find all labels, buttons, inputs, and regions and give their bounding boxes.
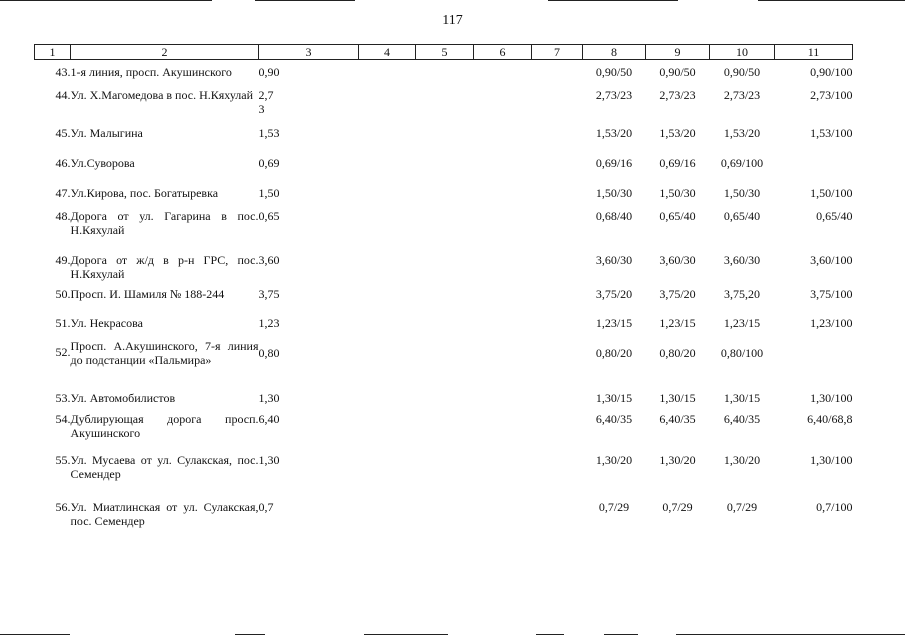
- column-header: 11: [775, 45, 853, 60]
- table-row: [35, 389, 853, 409]
- value-col-9: 0,69/16: [659, 155, 696, 170]
- value-col-10: 1,30/20: [723, 452, 761, 467]
- value-col-8: 1,50/30: [595, 185, 633, 200]
- value-col-9: 0,80/20: [659, 345, 696, 360]
- bottom-scan-rule-right: [604, 634, 638, 635]
- road-length: 0,90: [258, 65, 280, 79]
- road-name: Просп. И. Шамиля № 188-244: [70, 286, 225, 301]
- roads-table: [34, 44, 853, 533]
- road-length: 0,7: [258, 499, 274, 514]
- value-col-8: 0,69/16: [595, 155, 633, 170]
- table-row: [35, 247, 853, 285]
- value-col-10: 6,40/35: [723, 411, 761, 426]
- column-header: 8: [583, 45, 646, 60]
- value-col-10: 0,65/40: [723, 208, 761, 223]
- row-number: 44.: [55, 87, 71, 102]
- value-col-11: 1,30/100: [810, 452, 853, 467]
- value-col-11: 3,60/100: [810, 252, 853, 267]
- value-col-10: 1,30/15: [723, 390, 761, 405]
- row-number: 52.: [55, 344, 71, 359]
- road-name: Ул. Х.Магомедова в пос. Н.Кяхулай: [70, 87, 254, 102]
- table-row: [35, 337, 853, 389]
- road-name: Просп. А.Акушинского, 7-я линия до подстанции «Пальмира»: [70, 338, 259, 367]
- value-col-9: 0,65/40: [659, 208, 696, 223]
- top-scan-rule-middle: [255, 0, 355, 1]
- value-col-9: 2,73/23: [659, 87, 696, 102]
- column-header: 1: [35, 45, 71, 60]
- bottom-scan-rule-left-mid: [235, 634, 265, 635]
- value-col-9: 1,30/20: [659, 452, 696, 467]
- value-col-8: 0,68/40: [595, 208, 633, 223]
- road-length: 1,30: [258, 452, 280, 467]
- row-number: 49.: [55, 252, 71, 267]
- table-row: [35, 451, 853, 497]
- value-col-10: 0,80/100: [720, 345, 764, 360]
- road-length: 1,53: [258, 125, 280, 140]
- table-row: [35, 152, 853, 183]
- road-name: Ул. Миатлинская от ул. Сулакская, пос. Семендер: [70, 499, 259, 528]
- value-col-8: 1,30/20: [595, 452, 633, 467]
- road-length: 2,7 3: [258, 87, 274, 116]
- value-col-11: 1,23/100: [810, 315, 853, 330]
- column-header: 7: [532, 45, 583, 60]
- column-header: 9: [646, 45, 710, 60]
- row-number: 51.: [55, 315, 71, 330]
- value-col-9: 0,90/50: [659, 65, 696, 79]
- column-header: 3: [259, 45, 359, 60]
- value-col-8: 3,60/30: [595, 252, 633, 267]
- table-row: [35, 314, 853, 337]
- value-col-11: 1,50/100: [810, 185, 853, 200]
- row-number: 56.: [55, 499, 71, 514]
- row-number: 45.: [55, 125, 71, 140]
- road-name: 1-я линия, просп. Акушинского: [70, 65, 232, 79]
- road-length: 1,50: [258, 185, 280, 200]
- row-number: 54.: [55, 411, 71, 426]
- road-name: Ул. Мусаева от ул. Сулакская, пос. Семендер: [70, 452, 259, 481]
- value-col-9: 1,50/30: [659, 185, 696, 200]
- page-number: 117: [442, 13, 463, 28]
- value-col-8: 1,30/15: [595, 390, 633, 405]
- row-number: 50.: [55, 286, 71, 301]
- top-scan-rule-far-right: [758, 0, 905, 1]
- value-col-9: 3,60/30: [659, 252, 696, 267]
- value-col-8: 0,80/20: [595, 345, 633, 360]
- bottom-scan-rule-center: [364, 634, 448, 635]
- road-name: Дорога от ж/д в р-н ГРС, пос. Н.Кяхулай: [70, 252, 259, 281]
- value-col-10: 1,53/20: [723, 125, 761, 140]
- value-col-9: 1,53/20: [659, 125, 696, 140]
- value-col-10: 2,73/23: [723, 87, 761, 102]
- column-header: 5: [416, 45, 474, 60]
- column-header: 4: [359, 45, 416, 60]
- value-col-9: 1,23/15: [659, 315, 696, 330]
- row-number: 53.: [55, 390, 71, 405]
- value-col-8: 6,40/35: [595, 411, 633, 426]
- column-number-header-row: [35, 45, 853, 60]
- row-number: 43.: [55, 65, 71, 79]
- value-col-11: 0,7/100: [816, 499, 853, 514]
- bottom-scan-rule-left: [0, 634, 70, 635]
- road-length: 0,69: [258, 155, 280, 170]
- value-col-10: 0,90/50: [723, 65, 761, 79]
- value-col-10: 3,60/30: [723, 252, 761, 267]
- road-name: Ул.Кирова, пос. Богатыревка: [70, 185, 219, 200]
- value-col-8: 3,75/20: [595, 286, 633, 301]
- value-col-11: 2,73/100: [810, 87, 853, 102]
- road-length: 6,40: [258, 411, 280, 426]
- value-col-8: 0,90/50: [595, 65, 633, 79]
- top-scan-rule-left: [0, 0, 212, 1]
- road-length: 3,60: [258, 252, 280, 267]
- value-col-11: 1,53/100: [810, 125, 853, 140]
- column-header: 6: [474, 45, 532, 60]
- bottom-scan-rule-far-right: [676, 634, 905, 635]
- table-row: [35, 203, 853, 247]
- road-length: 0,65: [258, 208, 280, 223]
- value-col-11: [775, 152, 853, 183]
- table-row: [35, 82, 853, 122]
- row-number: 46.: [55, 155, 71, 170]
- road-name: Ул. Автомобилистов: [70, 390, 176, 405]
- table-row: [35, 183, 853, 203]
- road-length: 1,23: [258, 315, 280, 330]
- table-row: [35, 409, 853, 451]
- value-col-8: 1,53/20: [595, 125, 633, 140]
- row-number: 47.: [55, 185, 71, 200]
- road-name: Ул. Малыгина: [70, 125, 143, 140]
- value-col-10: 0,69/100: [720, 155, 764, 170]
- value-col-9: 1,30/15: [659, 390, 696, 405]
- value-col-11: [775, 337, 853, 389]
- column-header: 2: [71, 45, 259, 60]
- value-col-8: 0,7/29: [598, 499, 630, 514]
- value-col-11: 3,75/100: [810, 286, 853, 301]
- road-name: Ул.Суворова: [70, 155, 135, 170]
- value-col-9: 6,40/35: [659, 411, 696, 426]
- road-name: Дорога от ул. Гагарина в пос. Н.Кяхулай: [70, 208, 259, 237]
- value-col-8: 1,23/15: [595, 315, 633, 330]
- value-col-10: 1,23/15: [723, 315, 761, 330]
- value-col-11: 6,40/68,8: [807, 411, 853, 426]
- road-length: 1,30: [258, 390, 280, 405]
- value-col-10: 3,75,20: [724, 286, 760, 301]
- table-row: [35, 497, 853, 533]
- value-col-10: 1,50/30: [723, 185, 761, 200]
- bottom-scan-rule-center-right: [536, 634, 564, 635]
- column-header: 10: [710, 45, 775, 60]
- value-col-9: 3,75/20: [659, 286, 696, 301]
- road-length: 3,75: [258, 286, 280, 301]
- table-row: [35, 60, 853, 82]
- value-col-11: 0,90/100: [810, 65, 853, 79]
- value-col-11: 1,30/100: [810, 390, 853, 405]
- road-name: Ул. Некрасова: [70, 315, 143, 330]
- value-col-11: 0,65/40: [816, 208, 853, 223]
- row-number: 55.: [55, 452, 71, 467]
- value-col-8: 2,73/23: [595, 87, 633, 102]
- value-col-10: 0,7/29: [726, 499, 758, 514]
- top-scan-rule-right: [548, 0, 678, 1]
- table-row: [35, 122, 853, 152]
- value-col-9: 0,7/29: [662, 499, 693, 514]
- table-row: [35, 285, 853, 314]
- road-length: 0,80: [258, 345, 280, 360]
- road-name: Дублирующая дорога просп. Акушинского: [70, 411, 259, 440]
- row-number: 48.: [55, 208, 71, 223]
